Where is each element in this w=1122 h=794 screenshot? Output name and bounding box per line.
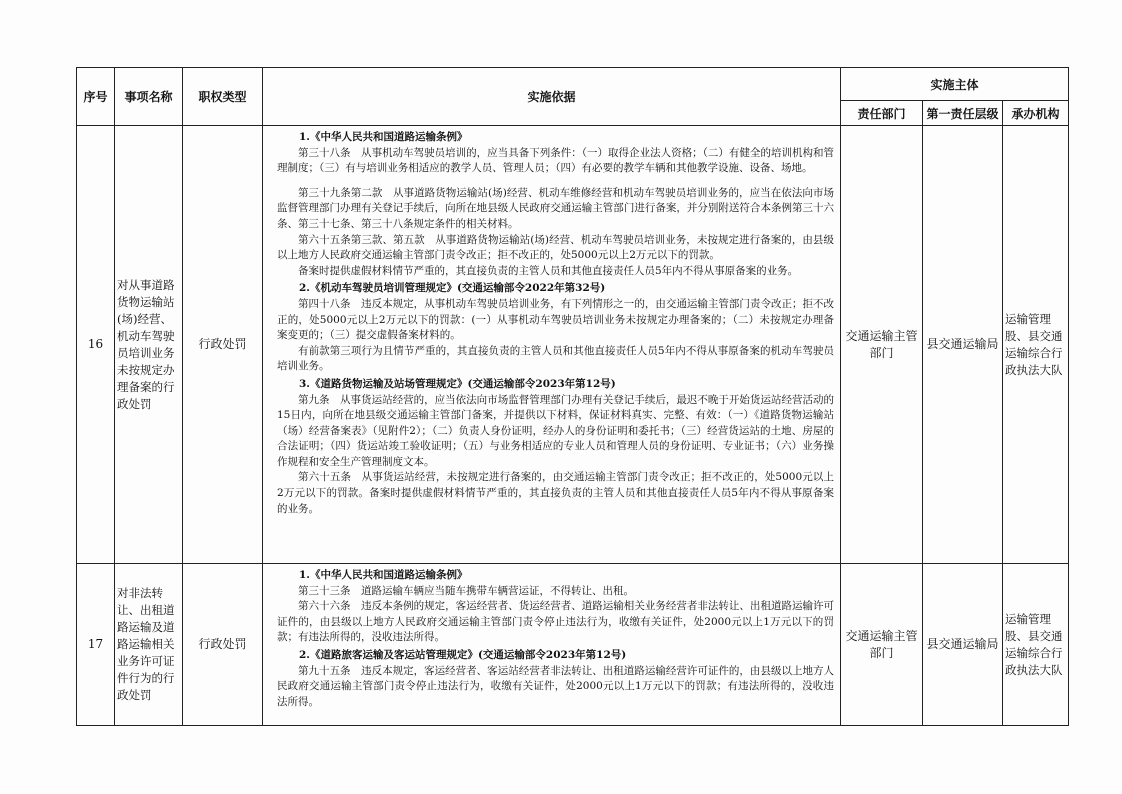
row-agency: 运输管理股、县交通运输综合行政执法大队: [1003, 564, 1069, 726]
basis-law-title: 2.《机动车驾驶员培训管理规定》(交通运输部令2022年第32号): [299, 282, 606, 295]
header-dept: 责任部门: [841, 101, 923, 126]
basis-law-title: 1.《中华人民共和国道路运输条例》: [299, 569, 468, 581]
row-power-type: 行政处罚: [183, 126, 263, 564]
row-item-name: 对从事道路货物运输站(场)经营、机动车驾驶员培训业务未按规定办理备案的行政处罚: [115, 126, 183, 564]
row-basis: [263, 126, 841, 564]
enforcement-table: [76, 67, 1069, 726]
row-seq: 17: [77, 564, 115, 726]
row-level: 县交通运输局: [923, 564, 1003, 726]
basis-paragraph: 第六十五条第三款、第五款 从事道路货物运输站(场)经营、机动车驾驶员培训业务，未按规定进行备案的，由县级以上地方人民政府交通运输主管部门责令改正；拒不改正的，处5000元以上2万元以下的罚款。: [277, 233, 834, 262]
row-agency: 运输管理股、县交通运输综合行政执法大队: [1003, 126, 1069, 564]
basis-law-title: 2.《道路旅客运输及客运站管理规定》(交通运输部令2023年第12号): [299, 648, 627, 661]
header-agency: 承办机构: [1003, 101, 1069, 126]
row-seq: 16: [77, 126, 115, 564]
header-item-name: 事项名称: [115, 68, 183, 126]
row-item-name: 对非法转让、出租道路运输及道路运输相关业务许可证件行为的行政处罚: [115, 564, 183, 726]
basis-law-title: 3.《道路货物运输及站场管理规定》(交通运输部令2023年第12号): [299, 377, 616, 390]
header-seq: 序号: [77, 68, 115, 126]
basis-paragraph: 备案时提供虚假材料情节严重的，其直接负责的主管人员和其他直接责任人员5年内不得从事原备案的业务。: [298, 264, 799, 277]
header-power-type: 职权类型: [183, 68, 263, 126]
row-dept: 交通运输主管部门: [841, 126, 923, 564]
basis-paragraph: 有前款第三项行为且情节严重的，其直接负责的主管人员和其他直接责任人员5年内不得从事原备案的机动车驾驶员培训业务。: [277, 344, 834, 373]
basis-paragraph: 第六十六条 违反本条例的规定，客运经营者、货运经营者、道路运输相关业务经营者非法转让、出租道路运输许可证件的，由县级以上地方人民政府交通运输主管部门责令停止违法行为，收缴有关证件，处2000元以上1万元以下的罚款；有违法所得的，没收违法所得。: [277, 600, 834, 644]
row-dept: 交通运输主管部门: [841, 564, 923, 726]
basis-paragraph: 第六十五条 从事货运站经营，未按规定进行备案的，由交通运输主管部门责令改正；拒不改正的，处5000元以上2万元以下的罚款。备案时提供虚假材料情节严重的，其直接负责的主管人员和其他直接责任人员5年内不得从事原备案的业务。: [277, 471, 834, 515]
basis-paragraph: 第三十八条 从事机动车驾驶员培训的，应当具备下列条件：（一）取得企业法人资格；（二）有健全的培训机构和管理制度；（三）有与培训业务相适应的教学人员、管理人员；（四）有必要的教学车辆和其他教学设施、设备、场地。: [277, 146, 834, 175]
table-row: [77, 126, 1069, 564]
basis-paragraph: 第四十八条 违反本规定，从事机动车驾驶员培训业务，有下列情形之一的，由交通运输主管部门责令改正；拒不改正的，处5000元以上2万元以下的罚款：(一）从事机动车驾驶员培训业务未按规定办理备案的；（二）未按规定办理备案变更的；（三）提交虚假备案材料的。: [277, 297, 834, 342]
basis-paragraph: 第九条 从事货运站经营的，应当依法向市场监督管理部门办理有关登记手续后，最迟不晚于开始货运站经营活动的15日内，向所在地县级交通运输主管部门备案，并提供以下材料，保证材料真实、完整、有效：（一）《道路货物运输站（场）经营备案表》（见附件2）；（二）负责人身份证明，经办人的身份证明和委托书；（三）经营货运站的土地、房屋的合法证明；（四）货运站竣工验收证明；（五）与业务相适应的专业人员和管理人员的身份证明、专业证书；（六）业务操作规程和安全生产管理制度文本。: [277, 393, 834, 468]
basis-law-title: 1.《中华人民共和国道路运输条例》: [299, 131, 468, 143]
row-basis: [263, 564, 841, 726]
basis-paragraph: 第九十五条 违反本规定，客运经营者、客运站经营者非法转让、出租道路运输经营许可证件的，由县级以上地方人民政府交通运输主管部门责令停止违法行为，收缴有关证件，处2000元以上1万元以下的罚款；有违法所得的，没收违法所得。: [277, 664, 834, 708]
header-subject: 实施主体: [841, 68, 1069, 101]
table-row: [77, 564, 1069, 726]
header-level: 第一责任层级: [923, 101, 1003, 126]
row-power-type: 行政处罚: [183, 564, 263, 726]
header-basis: 实施依据: [263, 68, 841, 126]
basis-paragraph: 第三十九条第二款 从事道路货物运输站(场)经营、机动车维修经营和机动车驾驶员培训业务的，应当在依法向市场监督管理部门办理有关登记手续后，向所在地县级人民政府交通运输主管部门进行备案，并分别附送符合本条例第三十六条、第三十七条、第三十八条规定条件的相关材料。: [277, 186, 834, 230]
basis-paragraph: 第三十三条 道路运输车辆应当随车携带车辆营运证，不得转让、出租。: [298, 584, 634, 597]
row-level: 县交通运输局: [923, 126, 1003, 564]
